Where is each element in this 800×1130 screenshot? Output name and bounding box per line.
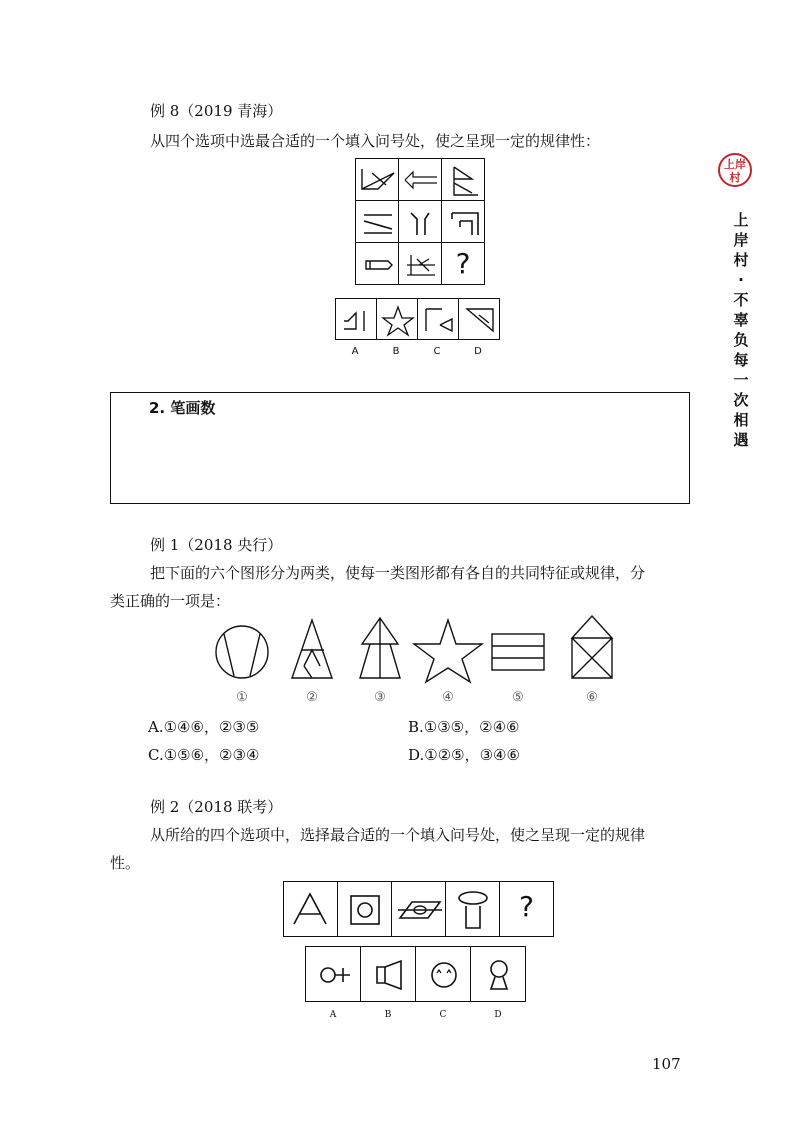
grid-cell-question <box>441 242 485 285</box>
figure-number-5: ⑤ <box>512 690 524 705</box>
section-title: 2. 笔画数 <box>149 399 216 417</box>
example8-prompt: 从四个选项中选最合适的一个填入问号处，使之呈现一定的规律性： <box>150 132 601 150</box>
figure-1-circle <box>216 626 268 678</box>
seq-figure-2 <box>338 882 393 938</box>
option-b-box[interactable] <box>376 298 418 340</box>
choice-a-label: A <box>329 1010 337 1020</box>
seal-top-text: 上岸 <box>724 158 746 171</box>
grid-cell-5 <box>398 200 442 243</box>
choice-b-figure <box>361 947 417 1003</box>
example1-prompt-line1: 把下面的六个图形分为两类，使每一类图形都有各自的共同特征或规律，分 <box>150 564 646 582</box>
figure-number-4: ④ <box>442 690 454 705</box>
option-c-figure <box>418 299 460 341</box>
example1-figures <box>200 610 620 690</box>
seq-cell-question <box>499 881 554 937</box>
option-c-label: C <box>433 346 441 357</box>
choice-a-box[interactable] <box>305 946 361 1002</box>
option-d-label: D <box>474 346 482 357</box>
grid-figure-2 <box>399 159 443 202</box>
seq-figure-4 <box>446 882 501 938</box>
example8-grid <box>355 158 485 284</box>
page-number: 107 <box>652 1055 681 1073</box>
example8-options <box>335 298 501 340</box>
seq-cell-3 <box>391 881 446 937</box>
example2-row <box>283 881 553 937</box>
figure-number-1: ① <box>236 690 248 705</box>
option-d-figure <box>459 299 501 341</box>
grid-figure-6 <box>442 201 486 244</box>
choice-d-figure <box>471 947 527 1003</box>
grid-figure-7 <box>356 243 400 286</box>
grid-cell-4 <box>355 200 399 243</box>
figure-6-house <box>572 616 612 678</box>
example1-prompt-line2: 类正确的一项是： <box>110 592 231 610</box>
answer-d: D.①②⑤，③④⑥ <box>408 746 520 764</box>
figure-3-arrow-triangle <box>360 618 400 678</box>
brand-seal <box>718 153 758 187</box>
grid-figure-1 <box>356 159 400 202</box>
option-a-box[interactable] <box>335 298 377 340</box>
option-d-box[interactable] <box>458 298 500 340</box>
grid-cell-6 <box>441 200 485 243</box>
seal-bottom-text: 村 <box>729 171 741 184</box>
example2-title: 例 2（2018 联考） <box>150 798 283 816</box>
grid-figure-4 <box>356 201 400 244</box>
grid-cell-1 <box>355 158 399 201</box>
choice-b-box[interactable] <box>360 946 416 1002</box>
seq-figure-3 <box>392 882 447 938</box>
option-b-figure <box>377 299 419 341</box>
choice-c-figure <box>416 947 472 1003</box>
example2-prompt-line2: 性。 <box>110 854 141 872</box>
grid-figure-8 <box>399 243 443 286</box>
choice-d-box[interactable] <box>470 946 526 1002</box>
seq-figure-1 <box>284 882 339 938</box>
figure-5-lines <box>492 634 544 670</box>
example1-title: 例 1（2018 央行） <box>150 536 283 554</box>
figure-number-3: ③ <box>374 690 386 705</box>
option-a-label: A <box>351 346 359 357</box>
grid-cell-3 <box>441 158 485 201</box>
choice-b-label: B <box>384 1010 392 1020</box>
grid-cell-7 <box>355 242 399 285</box>
option-a-figure <box>336 299 378 341</box>
figure-2-triangle <box>292 620 332 678</box>
choice-c-box[interactable] <box>415 946 471 1002</box>
grid-cell-8 <box>398 242 442 285</box>
seq-question-mark: ? <box>519 890 534 923</box>
seq-cell-4 <box>445 881 500 937</box>
seal-logo <box>718 153 752 187</box>
answer-b: B.①③⑤，②④⑥ <box>408 718 520 736</box>
figure-4-star <box>414 620 482 682</box>
grid-figure-3 <box>442 159 486 202</box>
grid-cell-2 <box>398 158 442 201</box>
vertical-slogan: 上岸村·不辜负每一次相遇 <box>733 211 749 449</box>
answer-a: A.①④⑥，②③⑤ <box>148 718 260 736</box>
figure-number-2: ② <box>306 690 318 705</box>
section-box <box>110 392 690 504</box>
example8-title: 例 8（2019 青海） <box>150 102 283 120</box>
answer-c: C.①⑤⑥，②③④ <box>148 746 260 764</box>
question-mark: ? <box>455 247 471 280</box>
option-c-box[interactable] <box>417 298 459 340</box>
grid-figure-5 <box>399 201 443 244</box>
seq-cell-2 <box>337 881 392 937</box>
example2-prompt-line1: 从所给的四个选项中，选择最合适的一个填入问号处，使之呈现一定的规律 <box>150 826 646 844</box>
choice-a-figure <box>306 947 362 1003</box>
figure-number-6: ⑥ <box>586 690 598 705</box>
option-b-label: B <box>392 346 400 357</box>
seq-cell-1 <box>283 881 338 937</box>
choice-d-label: D <box>494 1010 502 1020</box>
choice-c-label: C <box>439 1010 447 1020</box>
example2-options <box>305 946 525 1002</box>
